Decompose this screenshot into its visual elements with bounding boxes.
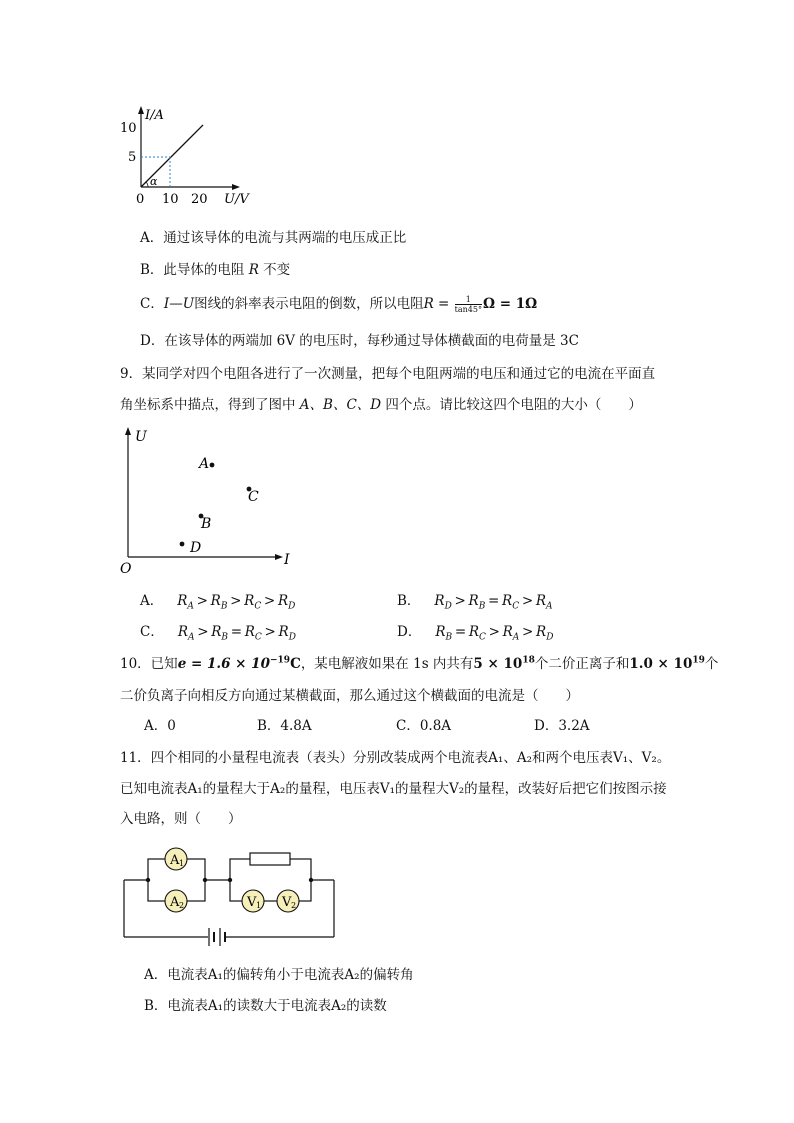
- q9-option-d: [397, 622, 553, 642]
- q9-b-label: B．: [397, 593, 421, 609]
- svg-text:2: 2: [179, 901, 185, 910]
- x-axis-arrow: [232, 184, 240, 190]
- q8-c-R: R: [423, 296, 434, 312]
- q10-option-d: D．3.2A: [534, 718, 590, 734]
- x-axis-label: U/V: [224, 192, 249, 207]
- node: [309, 878, 313, 882]
- q9-stem-b: 四个点。请比较这四个电阻的大小（ ）: [381, 397, 642, 413]
- x-tick-20: 20: [191, 192, 208, 207]
- q9-a-label: A．: [140, 593, 164, 609]
- y-axis-label: I/A: [145, 108, 164, 123]
- q10-option-a: A．0: [144, 718, 176, 734]
- y-tick-5: 5: [128, 150, 137, 165]
- q8-b-prefix: B．此导体的电阻: [140, 262, 249, 278]
- q8-option-b: [140, 260, 290, 280]
- q10-c: 个二价正离子和: [534, 656, 630, 672]
- point-a: [210, 463, 215, 468]
- q8-c-fraction: [455, 295, 482, 314]
- q9-b-relation: $R_D > R_B = R_C > R_A$: [434, 593, 553, 612]
- x-tick-0: 0: [136, 192, 145, 207]
- q8-c-eq: =: [433, 296, 454, 312]
- point-c-label: C: [248, 489, 259, 505]
- svg-text:A: A: [170, 853, 180, 868]
- svg-text:A: A: [170, 895, 180, 910]
- q10-e-expr-text: e = 1.6 × 10: [177, 656, 270, 672]
- q8-b-suffix: 不变: [258, 262, 291, 278]
- voltmeter-v2: [277, 890, 299, 912]
- q11-stem-line1: 11．四个相同的小量程电流表（表头）分别改装成两个电流表A₁、A₂和两个电压表V₁、V₂。: [120, 750, 671, 766]
- q8-c-dash: —: [169, 296, 183, 312]
- q10-e-exp: −19: [269, 655, 291, 666]
- q8-b-var: R: [248, 262, 259, 278]
- origin-label: O: [120, 561, 132, 576]
- ammeter-a2: [165, 890, 187, 912]
- q8-c-text: 图线的斜率表示电阻的倒数，所以电阻: [194, 296, 424, 312]
- q11-option-a: A．电流表A₁的偏转角小于电流表A₂的偏转角: [144, 967, 414, 983]
- svg-text:1: 1: [179, 859, 185, 868]
- resistor: [250, 853, 290, 865]
- q9-a-relation: $R_A > R_B > R_C > R_D$: [177, 593, 296, 612]
- q8-option-c: [140, 294, 537, 314]
- q9-d-label: D．: [397, 624, 422, 640]
- q9-option-a: [140, 591, 295, 611]
- point-d: [180, 542, 185, 547]
- q9-c-relation: $R_A > R_B = R_C > R_D$: [177, 624, 296, 643]
- q9-stem-a: 角坐标系中描点，得到了图中: [120, 397, 300, 413]
- q11-stem-line3: 入电路，则（ ）: [120, 811, 242, 827]
- u-axis-label: U: [135, 429, 147, 445]
- ammeter-a1: [165, 848, 187, 870]
- svg-text:V: V: [247, 895, 257, 910]
- i-axis-label: I: [284, 552, 290, 568]
- q9-c-label: C．: [140, 624, 164, 640]
- q10-option-b: B．4.8A: [257, 718, 312, 734]
- q9-stem-vars: A、B、C、D: [299, 397, 382, 413]
- svg-text:1: 1: [256, 901, 262, 910]
- node: [146, 878, 150, 882]
- q9-stem-line1: 9．某同学对四个电阻各进行了一次测量，把每个电阻两端的电压和通过它的电流在平面直: [120, 366, 656, 382]
- point-a-label: A: [199, 456, 210, 472]
- q11-option-b: B．电流表A₁的读数大于电流表A₂的读数: [144, 998, 387, 1014]
- q10-b: ，某电解液如果在 1s 内共有: [300, 656, 474, 672]
- q10-option-c: C．0.8A: [396, 718, 452, 734]
- ui-graph: [112, 424, 302, 576]
- q9-option-c: [140, 622, 296, 642]
- q10-e-expr: [178, 656, 301, 672]
- q8-c-result: Ω = 1Ω: [482, 296, 538, 312]
- q9-stem-line2: [120, 395, 642, 415]
- i-axis-arrow: [275, 554, 283, 560]
- q8-c-prefix: C．: [140, 296, 164, 312]
- q8-c-frac-den: tan45°: [454, 305, 482, 314]
- point-d-label: D: [190, 540, 202, 556]
- q10-a: 10．已知: [120, 656, 178, 672]
- x-tick-10: 10: [162, 192, 179, 207]
- q9-option-b: [397, 591, 553, 611]
- y-axis-arrow: [138, 106, 144, 114]
- q10-n1-text: 5 × 10: [473, 656, 523, 672]
- angle-arc: [146, 182, 148, 187]
- q10-n1: [473, 656, 534, 672]
- svg-text:2: 2: [291, 901, 297, 910]
- q10-d: 个: [704, 656, 719, 672]
- y-tick-10: 10: [120, 121, 137, 136]
- voltmeter-v1: [242, 890, 264, 912]
- circuit-diagram: [118, 842, 340, 946]
- q8-c-var2: U: [182, 296, 195, 312]
- iu-graph: [118, 104, 258, 208]
- q10-n2-exp: 19: [692, 655, 705, 666]
- q8-c-var1: I: [163, 296, 170, 312]
- q10-stem-line2: 二价负离子向相反方向通过某横截面，那么通过这个横截面的电流是（ ）: [120, 688, 579, 704]
- q9-d-relation: $R_B = R_C > R_A > R_D$: [435, 624, 554, 643]
- q8-option-a: A．通过该导体的电流与其两端的电压成正比: [140, 230, 407, 246]
- q10-n2: [629, 656, 705, 672]
- q8-option-d: D．在该导体的两端加 6V 的电压时，每秒通过导体横截面的电荷量是 3C: [140, 333, 579, 349]
- angle-label: α: [150, 175, 158, 188]
- q10-e-unit: C: [290, 656, 301, 672]
- q11-stem-line2: 已知电流表A₁的量程大于A₂的量程，电压表V₁的量程大V₂的量程，改装好后把它们按图示接: [120, 781, 667, 797]
- q10-n2-text: 1.0 × 10: [629, 656, 693, 672]
- u-axis-arrow: [125, 427, 131, 435]
- q10-stem-line1: [120, 654, 718, 674]
- q8-c-frac-num: 1: [455, 295, 482, 305]
- svg-text:V: V: [282, 895, 292, 910]
- q10-n1-exp: 18: [522, 655, 535, 666]
- point-b-label: B: [201, 516, 212, 532]
